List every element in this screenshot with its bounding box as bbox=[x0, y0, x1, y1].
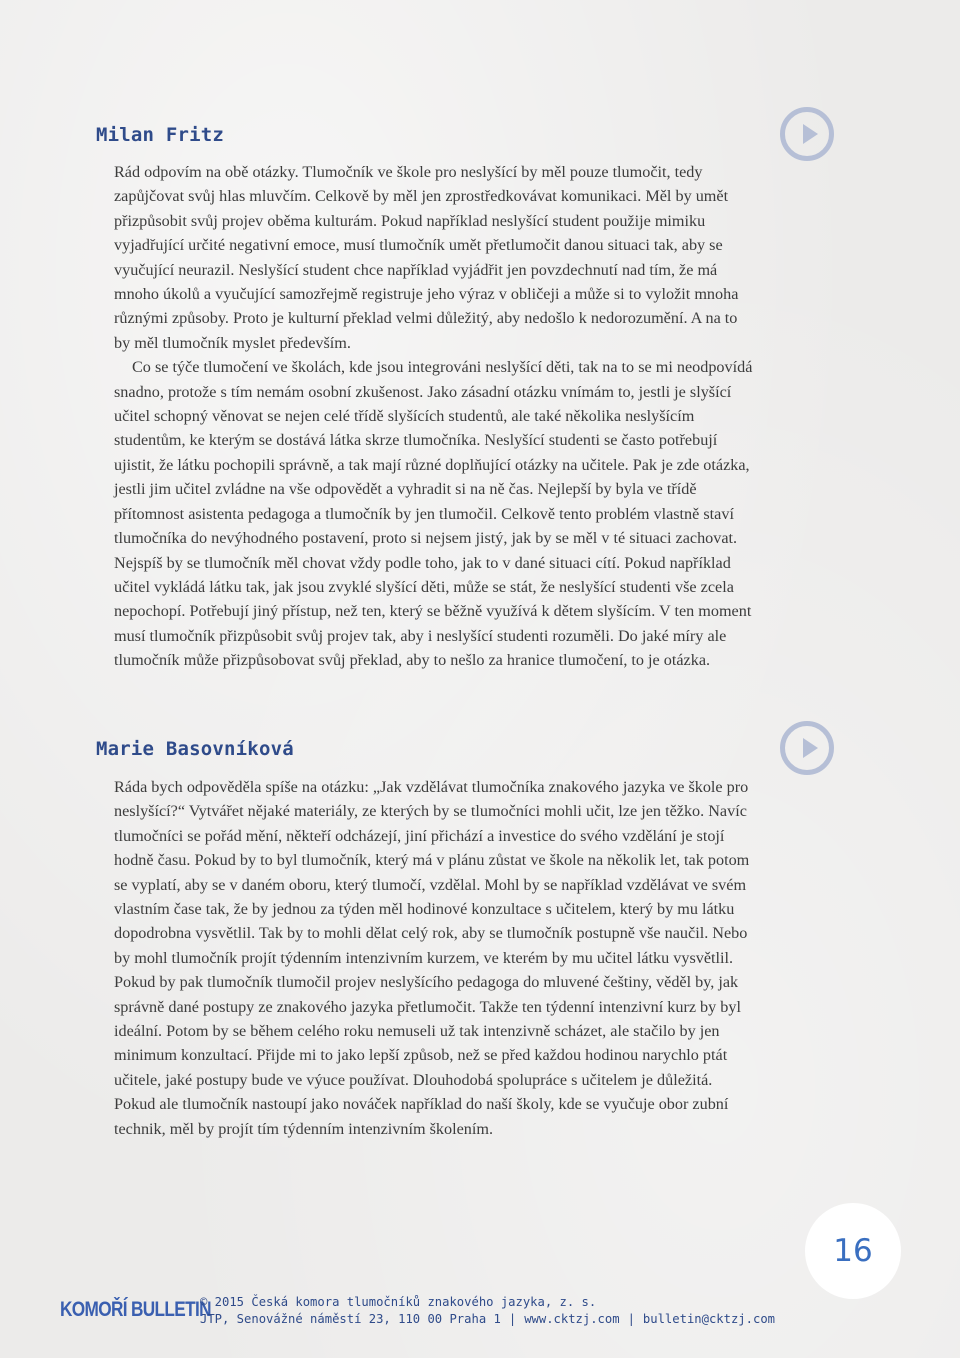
contact-line bbox=[200, 1311, 775, 1328]
section-heading-marie-basovnikova: Marie Basovníková bbox=[96, 738, 294, 760]
footer-website-link[interactable]: www.cktzj.com bbox=[524, 1312, 620, 1326]
copyright-line: © 2015 Česká komora tlumočníků znakového jazyka, z. s. bbox=[200, 1295, 597, 1309]
brand-logo: KOMOŘÍ BULLETIN bbox=[60, 1298, 211, 1321]
footer-separator: | bbox=[508, 1312, 517, 1326]
page-number-badge bbox=[805, 1203, 901, 1299]
paragraph: Co se týče tlumočení ve školách, kde jsou integrováni neslyšící děti, tak na to se mi neodpovídá snadno, protože s tím nemám osobní zkušenost. Jako zásadní otázku vnímám to, jestli je slyšící učitel schopný věnovat se nejen celé třídě slyšících studentů, ale také několika neslyšícím studentům, ke kterým se dostává látka skrze tlumočníka. Neslyšící studenti se často potřebují ujistit, že látku pochopili správně, a tak mají různé doplňující otázky na učitele. Pak je zde otázka, jestli jim učitel zvládne na vše odpovědět a vyhradit si na ně čas. Nejlepší by byla ve třídě přítomnost asistenta pedagoga a tlumočník by jen tlumočil. Celkově tento problém vlastně staví tlumočníka do nevýhodného postavení, proto si nejsem jistý, jak by se měl v té situaci zachovat. Nejspíš by se tlumočník měl chovat vždy podle toho, jak to v dané situaci cítí. Pokud například učitel vykládá látku tak, jak jsou zvyklé slyšící děti, může se stát, že neslyšící studenti vše zcela nepochopí. Potřebují jiný přístup, než ten, který se běžně využívá k dětem slyšícím. V ten moment musí tlumočník přizpůsobit svůj projev tak, aby i neslyšící studenti rozuměli. Do jaké míry ale tlumočník může přizpůsobovat svůj překlad, aby to nešlo za hranice tlumočení, to je otázka. bbox=[114, 358, 753, 670]
footer-separator: | bbox=[627, 1312, 635, 1326]
section-heading-milan-fritz: Milan Fritz bbox=[96, 124, 225, 146]
paragraph: Ráda bych odpověděla spíše na otázku: „Jak vzdělávat tlumočníka znakového jazyka ve škole pro neslyšící?“ Vytvářet nějaké materiály, ze kterých by se tlumočníci mohli učit, lze jen těžko. Navíc tlumočníci se pořád mění, někteří odcházejí, jiní přichází a investice do svého vzdělání je stojí hodně času. Pokud by to byl tlumočník, který má v plánu zůstat ve škole na několik let, tak potom se vyplatí, aby se v daném oboru, který tlumočí, vzdělal. Mohl by se například vzdělávat ve svém vlastním čase tak, že by jednou za týden měl hodinové konzultace s učitelem, který by mu látku dopodrobna vysvětlil. Tak by to mohli dělat celý rok, aby se tlumočník postupně vše naučil. Nebo by mohl tlumočník projít týdenním intenzivním kurzem, ve kterém by mu učitel látku vysvětlil. Pokud by pak tlumočník tlumočil projev neslyšícího pedagoga do mluvené češtiny, věděl by, jak správně dané postupy ze znakového jazyka přetlumočit. Takže ten týdenní intenzivní kurz by byl ideální. Potom by se během celého roku nemuseli už tak intenzivně scházet, ale stačilo by jen minimum konzultací. Přijde mi to jako lepší způsob, než se před každou hodinou narychlo ptát učitele, jaké postupy bude ve výuce používat. Dlouhodobá spolupráce s učitelem je důležitá. Pokud ale tlumočník nastoupí jako nováček například do naší školy, kde se vyučuje obor zubní technik, měl by projít tím týdenním intenzivním školením. bbox=[114, 778, 750, 1138]
play-icon bbox=[803, 738, 818, 758]
article-milan-fritz bbox=[114, 160, 754, 673]
footer-address: JTP, Senovážné náměstí 23, 110 00 Praha 1 bbox=[200, 1312, 501, 1326]
footer-email-link[interactable]: bulletin@cktzj.com bbox=[642, 1312, 775, 1326]
article-marie-basovnikova bbox=[114, 775, 754, 1141]
paragraph: Rád odpovím na obě otázky. Tlumočník ve škole pro neslyšící by měl pouze tlumočit, tedy zapůjčovat svůj hlas mluvčím. Celkově by měl jen zprostředkovávat komunikaci. Měl by umět přizpůsobit svůj projev oběma kulturám. Pokud například neslyšící student použije mimiku vyjadřující určité negativní emoce, musí tlumočník umět přetlumočit danou situaci tak, aby se vyučující neurazil. Neslyšící student chce například vyjádřit jen povzdechnutí nad tím, že má mnoho úkolů a vyučující samozřejmě registruje jeho výraz v obličeji a může si to vyložit mnoha různými způsoby. Proto je kulturní překlad velmi důležitý, aby nedošlo k nedorozumění. A na to by měl tlumočník myslet především. bbox=[114, 163, 739, 352]
footer bbox=[200, 1294, 775, 1328]
play-video-button-marie-basovnikova[interactable] bbox=[780, 721, 834, 775]
play-video-button-milan-fritz[interactable] bbox=[780, 107, 834, 161]
play-icon bbox=[803, 124, 818, 144]
page-number: 16 bbox=[833, 1233, 873, 1269]
